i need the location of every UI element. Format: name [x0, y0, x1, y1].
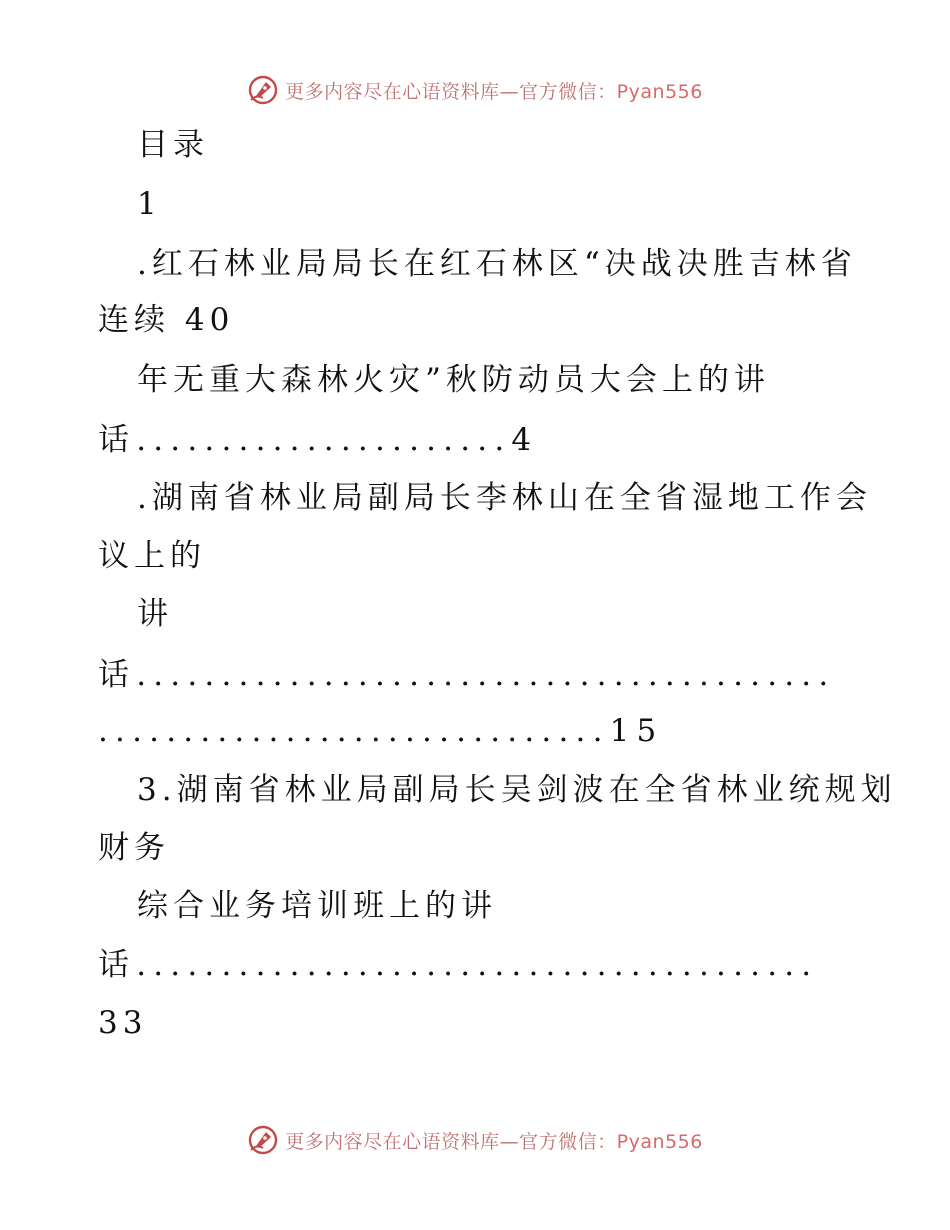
toc-line: 3.湖南省林业局副局长吴剑波在全省林业统规划 [137, 772, 897, 808]
watermark-wechat-id: Pyan556 [616, 1130, 703, 1153]
toc-title: 目录 [137, 127, 209, 163]
toc-line: 33 [98, 1005, 148, 1041]
watermark-text: 更多内容尽在心语资料库—官方微信：Pyan556 [285, 80, 703, 103]
toc-line: 话........................................ [98, 947, 819, 983]
toc-line: 议上的 [98, 538, 206, 574]
toc-line: .湖南省林业局副局长李林山在全省湿地工作会 [137, 480, 872, 516]
footer-watermark [0, 1120, 950, 1160]
toc-line: 综合业务培训班上的讲 [137, 888, 497, 924]
watermark-text: 更多内容尽在心语资料库—官方微信：Pyan556 [285, 1130, 703, 1153]
toc-line: 年无重大森林火灾”秋防动员大会上的讲 [137, 362, 770, 398]
pen-nib-logo-icon [247, 1124, 279, 1156]
toc-line: 连续 40 [98, 302, 235, 338]
toc-line: ..............................15 [98, 713, 664, 749]
toc-line: 讲 [137, 596, 173, 632]
toc-line: 1 [137, 186, 162, 222]
toc-line: .红石林业局局长在红石林区“决战决胜吉林省 [137, 246, 857, 282]
toc-line: 话......................4 [98, 422, 539, 458]
watermark-wechat-id: Pyan556 [616, 80, 703, 103]
toc-line: 财务 [98, 830, 170, 866]
toc-line: 话......................................... [98, 657, 836, 693]
